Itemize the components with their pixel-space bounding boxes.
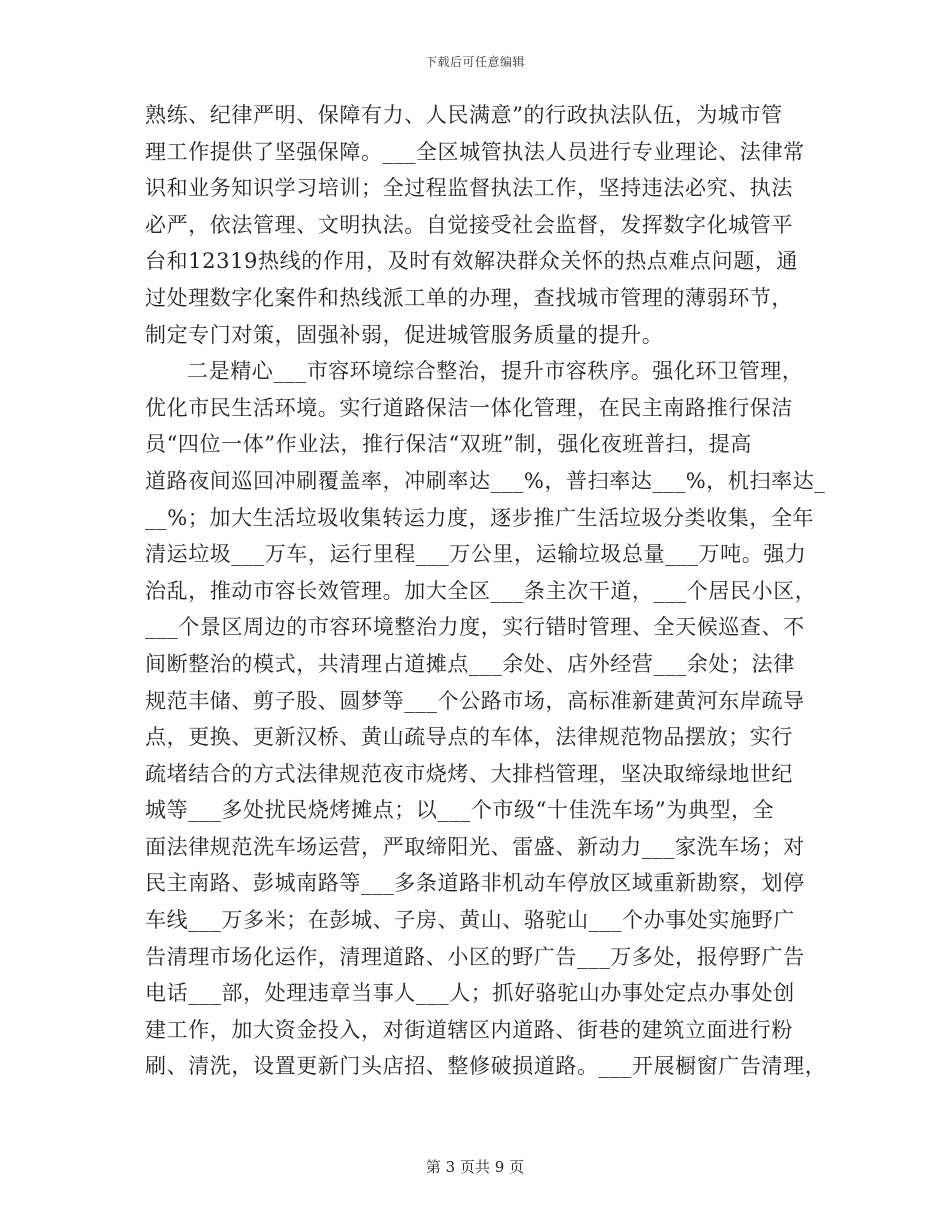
text-line: 民主南路、彭城南路等___多条道路非机动车停放区域重新勘察，划停 <box>145 871 805 896</box>
text-line: 电话___部，处理违章当事人___人；抓好骆驼山办事处定点办事处创 <box>145 981 795 1006</box>
text-line: 疏堵结合的方式法律规范夜市烧烤、大排档管理，坚决取缔绿地世纪 <box>145 761 793 786</box>
text-line: __%；加大生活垃圾收集转运力度，逐步推广生活垃圾分类收集，全年 <box>145 505 815 530</box>
text-line: 规范丰储、剪子股、圆梦等___个公路市场，高标准新建黄河东岸疏导 <box>145 688 805 713</box>
text-line: 过处理数字化案件和热线派工单的办理，查找城市管理的薄弱环节， <box>145 285 793 310</box>
text-line: 间断整治的模式，共清理占道摊点___余处、店外经营___余处；法律 <box>145 651 795 676</box>
page-header-note: 下载后可任意编辑 <box>424 55 525 69</box>
text-line: 治乱，推动市容长效管理。加大全区___条主次干道，___个居民小区， <box>145 578 817 603</box>
text-line: 建工作，加大资金投入，对街道辖区内道路、街巷的建筑立面进行粉 <box>145 1017 793 1042</box>
text-line: 制定专门对策，固强补弱，促进城管服务质量的提升。 <box>145 322 664 347</box>
text-line: 理工作提供了坚强保障。___全区城管执法人员进行专业理论、法律常 <box>145 139 805 164</box>
document-body <box>145 97 827 1085</box>
text-line: 员“四位一体”作业法，推行保洁“双班”制，强化夜班普扫，提高 <box>145 432 752 457</box>
text-line: 台和12319热线的作用，及时有效解决群众关怀的热点难点问题，通 <box>145 249 799 274</box>
text-line: 清运垃圾___万车，运行里程___万公里，运输垃圾总量___万吨。强力 <box>145 542 807 567</box>
page-number: 第 3 页共 9 页 <box>425 1158 525 1176</box>
text-line: 必严，依法管理、文明执法。自觉接受社会监督，发挥数字化城管平 <box>145 212 793 237</box>
text-line: 识和业务知识学习培训；全过程监督执法工作，坚持违法必究、执法 <box>145 176 793 201</box>
text-line: ___个景区周边的市容环境整治力度，实行错时管理、全天候巡查、不 <box>145 615 805 640</box>
text-line: 车线___万多米；在彭城、子房、黄山、骆驼山___个办事处实施野广 <box>145 908 795 933</box>
text-line: 熟练、纪律严明、保障有力、人民满意”的行政执法队伍，为城市管 <box>145 103 783 127</box>
text-line: 告清理市场化运作，清理道路、小区的野广告___万多处，报停野广告 <box>145 944 805 969</box>
text-line: 点，更换、更新汉桥、黄山疏导点的车体，法律规范物品摆放；实行 <box>145 725 793 750</box>
text-line: 城等___多处扰民烧烤摊点；以___个市级“十佳洗车场”为典型，全 <box>145 798 775 823</box>
text-line: 刷、清洗，设置更新门头店招、整修破损道路。___开展橱窗广告清理， <box>145 1054 827 1079</box>
text-line: 面法律规范洗车场运营，严取缔阳光、雷盛、新动力___家洗车场；对 <box>145 834 805 859</box>
text-line: 优化市民生活环境。实行道路保洁一体化管理，在民主南路推行保洁 <box>145 395 793 420</box>
paragraph-start-line: 二是精心___市容环境综合整治，提升市容秩序。强化环卫管理， <box>187 359 804 384</box>
text-line: 道路夜间巡回冲刷覆盖率，冲刷率达___%，普扫率达___%，机扫率达_ <box>145 468 826 493</box>
